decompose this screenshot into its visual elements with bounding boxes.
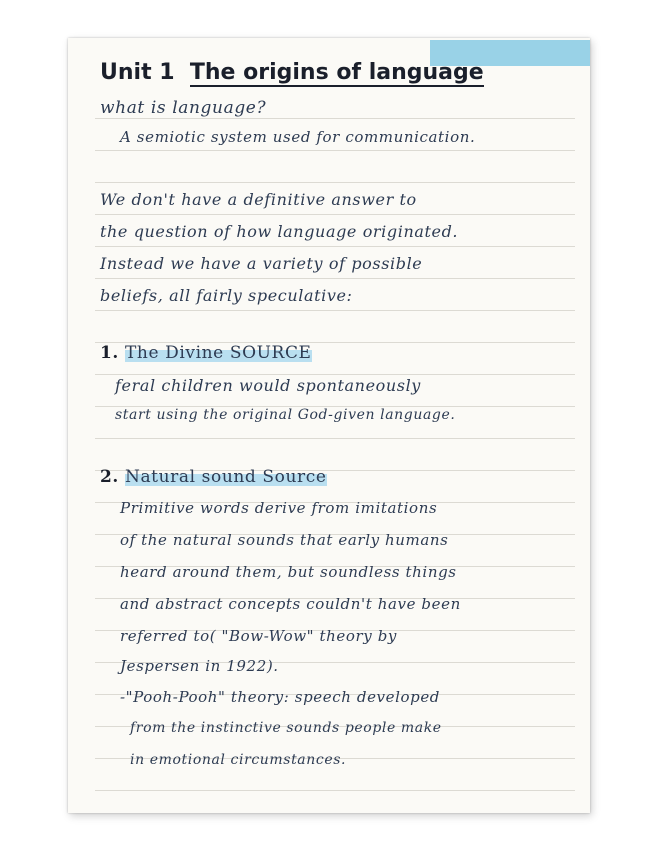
section2-line: from the instinctive sounds people make — [130, 720, 442, 736]
page-title — [100, 60, 484, 85]
ruled-line — [95, 182, 575, 183]
section2-number: 2. — [100, 467, 119, 487]
unit-label: Unit 1 — [100, 60, 175, 85]
ruled-line — [95, 438, 575, 439]
definition-line: A semiotic system used for communication. — [120, 128, 476, 146]
section2-line: of the natural sounds that early humans — [120, 531, 449, 549]
section1-heading — [100, 343, 312, 363]
intro-line: beliefs, all fairly speculative: — [100, 286, 353, 305]
section2-line: in emotional circumstances. — [130, 752, 347, 768]
ruled-line — [95, 214, 575, 215]
section2-line: referred to( "Bow-Wow" theory by — [120, 627, 398, 645]
intro-line: the question of how language originated. — [100, 222, 459, 241]
section1-title: The Divine SOURCE — [124, 343, 312, 363]
section2-title: Natural sound Source — [124, 467, 327, 487]
section2-line: and abstract concepts couldn't have been — [120, 595, 461, 613]
intro-line: We don't have a definitive answer to — [100, 190, 417, 209]
section2-line: Primitive words derive from imitations — [120, 499, 438, 517]
section2-line: -"Pooh-Pooh" theory: speech developed — [120, 688, 441, 706]
section2-line: Jespersen in 1922). — [120, 657, 279, 675]
section1-line: feral children would spontaneously — [115, 376, 421, 395]
ruled-line — [95, 246, 575, 247]
section1-number: 1. — [100, 343, 119, 363]
section1-line: start using the original God-given language. — [115, 407, 456, 423]
ruled-line — [95, 374, 575, 375]
intro-line: Instead we have a variety of possible — [100, 254, 423, 273]
question-line: what is language? — [100, 98, 267, 118]
ruled-line — [95, 278, 575, 279]
ruled-line — [95, 150, 575, 151]
ruled-line — [95, 118, 575, 119]
topic-title: The origins of language — [189, 60, 484, 85]
ruled-line — [95, 310, 575, 311]
section2-line: heard around them, but soundless things — [120, 563, 457, 581]
section2-heading — [100, 467, 327, 487]
ruled-line — [95, 790, 575, 791]
